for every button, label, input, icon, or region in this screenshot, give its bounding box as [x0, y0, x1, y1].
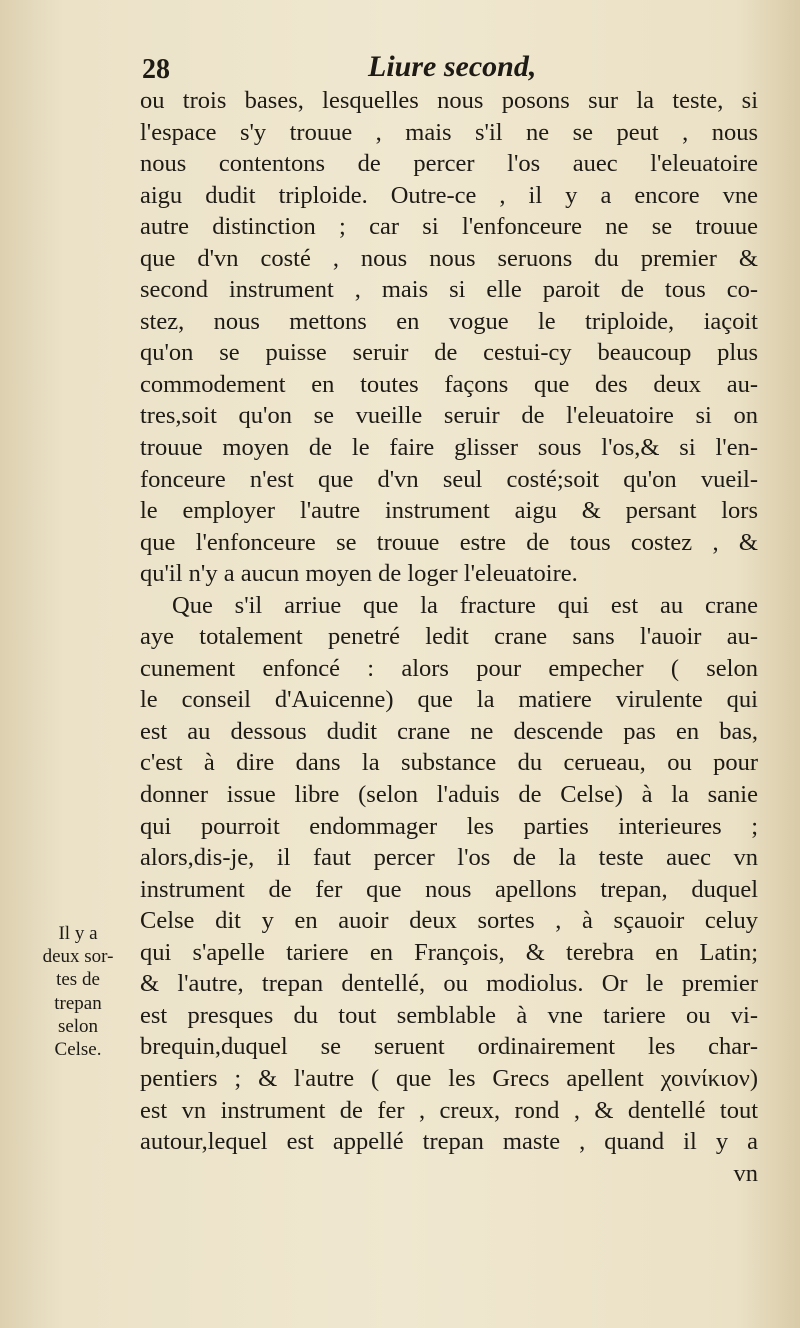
- page-number: 28: [142, 54, 170, 85]
- body-text: [140, 85, 758, 1189]
- text-line: commodement en toutes façons que des deux au-: [140, 370, 758, 398]
- text-line: pentiers ; & l'autre ( que les Grecs apellent χοινίκιον): [140, 1064, 758, 1092]
- margin-note-line: deux sor-: [42, 946, 114, 968]
- text-line: tres,soit qu'on se vueille seruir de l'eleuatoire si on: [140, 402, 758, 430]
- text-line: est vn instrument de fer , creux, rond , & dentellé tout: [140, 1096, 758, 1124]
- text-line: cunement enfoncé : alors pour empecher ( selon: [140, 654, 758, 682]
- text-line: instrument de fer que nous apellons trepan, duquel: [140, 875, 758, 903]
- margin-note: [28, 922, 128, 1061]
- text-line: Que s'il arriue que la fracture qui est au crane: [172, 591, 758, 619]
- text-line: fonceure n'est que d'vn seul costé;soit qu'on vueil-: [140, 465, 758, 493]
- margin-note-line: selon: [57, 1015, 99, 1037]
- text-line: alors,dis-je, il faut percer l'os de la teste auec vn: [140, 844, 758, 872]
- running-title: Liure second,: [368, 50, 537, 83]
- text-line: que d'vn costé , nous nous seruons du premier &: [140, 244, 758, 272]
- text-line: le employer l'autre instrument aigu & persant lors: [140, 497, 758, 525]
- text-line: second instrument , mais si elle paroit de tous co-: [140, 276, 758, 304]
- margin-note-line: Celse.: [54, 1039, 102, 1061]
- text-line: nous contentons de percer l'os auec l'eleuatoire: [140, 150, 758, 178]
- text-line: autour,lequel est appellé trepan maste , quand il y a: [140, 1128, 758, 1156]
- text-line: qui pourroit endommager les parties interieures ;: [140, 812, 758, 840]
- text-line: qu'il n'y a aucun moyen de loger l'eleuatoire.: [140, 560, 578, 588]
- text-line: donner issue libre (selon l'aduis de Celse) à la sanie: [140, 781, 758, 809]
- text-line: est au dessous dudit crane ne descende pas en bas,: [140, 717, 758, 745]
- text-line: brequin,duquel se seruent ordinairement les char-: [140, 1033, 758, 1061]
- text-line: c'est à dire dans la substance du cerueau, ou pour: [140, 749, 758, 777]
- margin-note-line: tes de: [56, 969, 100, 991]
- text-line: stez, nous mettons en vogue le triploide, iaçoit: [140, 307, 758, 335]
- text-line: qu'on se puisse seruir de cestui-cy beaucoup plus: [140, 339, 758, 367]
- text-line: trouue moyen de le faire glisser sous l'os,& si l'en-: [140, 434, 758, 462]
- text-line: qui s'apelle tariere en François, & terebra en Latin;: [140, 938, 758, 966]
- text-line: ou trois bases, lesquelles nous posons sur la teste, si: [140, 87, 758, 114]
- text-line: l'espace s'y trouue , mais s'il ne se peut , nous: [140, 118, 758, 146]
- text-line: que l'enfonceure se trouue estre de tous costez , &: [140, 528, 758, 556]
- text-line: aye totalement penetré ledit crane sans l'auoir au-: [140, 623, 758, 651]
- text-line: le conseil d'Auicenne) que la matiere virulente qui: [140, 686, 758, 714]
- text-line: & l'autre, trepan dentellé, ou modiolus. Or le premier: [140, 970, 758, 998]
- margin-note-line: trepan: [54, 992, 102, 1014]
- text-line: Celse dit y en auoir deux sortes , à sçauoir celuy: [140, 907, 758, 935]
- margin-note-line: Il y a: [58, 923, 98, 944]
- text-line: autre distinction ; car si l'enfonceure ne se trouue: [140, 213, 758, 241]
- text-line: aigu dudit triploide. Outre-ce , il y a encore vne: [140, 181, 758, 209]
- catchword: vn: [733, 1159, 758, 1187]
- text-line: est presques du tout semblable à vne tariere ou vi-: [140, 1001, 758, 1029]
